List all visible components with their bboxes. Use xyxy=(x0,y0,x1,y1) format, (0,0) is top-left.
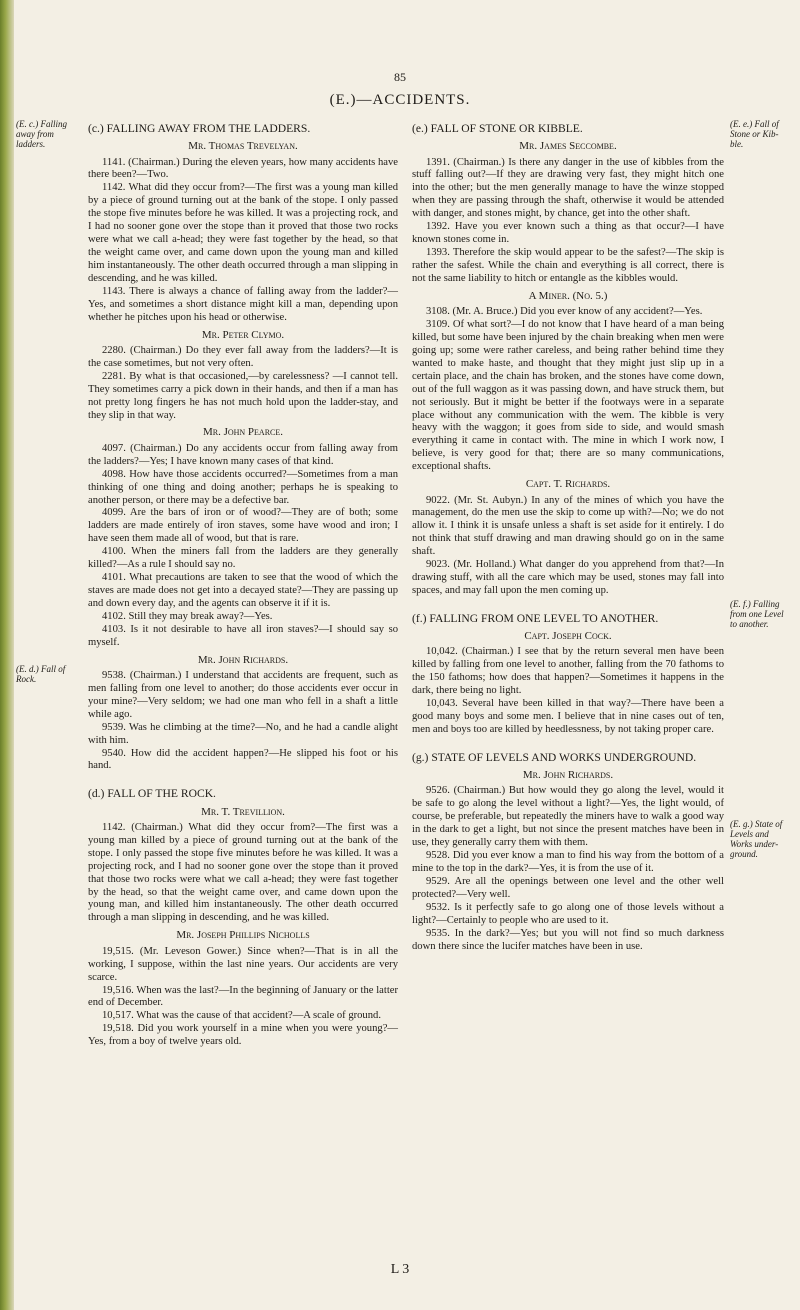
witness-name: Capt. T. Richards. xyxy=(525,478,611,491)
testimony-paragraph: 1391. (Chairman.) Is there any danger in the use of kibbles from the stuff falling out?—If they are drawing very fast, they might hitch one into the other; but the men generally manage to have the winze stopped when they are passing through the shaft, otherwise it would be attended with danger, and stones might, by chance, get into the other shaft. xyxy=(412,156,724,220)
testimony-paragraph: 1141. (Chairman.) During the eleven years, how many accidents have there been?—Two. xyxy=(88,156,398,181)
testimony-paragraph: 19,515. (Mr. Leveson Gower.) Since when?—That is in all the working, I suppose, within the last nine years. Our accidents are very scarce. xyxy=(88,945,398,983)
testimony-paragraph: 10,042. (Chairman.) I see that by the return several men have been killed by falling from one level to another, falling from the 70 fathoms to the 150 fathoms; how does that happen?—Sometimes it happens in the dark, there being no light. xyxy=(412,646,724,697)
margin-note-state-of-levels: (E. g.) State of Levels and Works under- ground. xyxy=(730,819,783,859)
witness-name: Mr. Thomas Trevelyan. xyxy=(188,140,298,153)
testimony-paragraph: 9540. How did the accident happen?—He slipped his foot or his hand. xyxy=(88,747,398,772)
testimony-paragraph: 9526. (Chairman.) But how would they go along the level, would it be safe to go along the level without a light?—Yes, the light would, of course, be preferable, but repeatedly the miners have to walk a good way in the dark to get a light, but not since the present matches have been in use, they generally carry them with them. xyxy=(412,785,724,849)
testimony-paragraph: 4101. What precautions are taken to see that the wood of which the staves are made does not get into a decayed state?—They are passing up and down every day, and the agents can observe it if it is. xyxy=(88,572,398,609)
testimony-paragraph: 9528. Did you ever know a man to find his way from the bottom of a mine to the top in the dark?—Yes, it is from the use of it. xyxy=(412,850,724,875)
witness-name: Capt. Joseph Cock. xyxy=(524,630,612,643)
testimony-paragraph: 19,518. Did you work yourself in a mine when you were young?—Yes, from a boy of twelve years old. xyxy=(88,1023,398,1048)
margin-note-falling-level: (E. f.) Falling from one Level to another. xyxy=(730,599,784,629)
testimony-paragraph: 1393. Therefore the skip would appear to be the safest?—The skip is rather the safest. While the chain and everything is all correct, there is not the same liability to hitch or entangle as the kibbles would. xyxy=(412,247,724,284)
testimony-paragraph: 3108. (Mr. A. Bruce.) Did you ever know of any accident?—Yes. xyxy=(426,306,703,318)
testimony-paragraph: 4099. Are the bars of iron or of wood?—They are of both; some ladders are made entirely of iron staves, some have wood and iron; I have seen them made all of wood, but that is rare. xyxy=(88,507,398,545)
testimony-paragraph: 9539. Was he climbing at the time?—No, and he had a candle alight with him. xyxy=(88,721,398,746)
testimony-paragraph: 1392. Have you ever known such a thing as that occur?—I have known stones come in. xyxy=(412,221,724,246)
testimony-paragraph: 10,517. What was the cause of that accident?—A scale of ground. xyxy=(102,1010,381,1022)
testimony-paragraph: 9535. In the dark?—Yes; but you will not find so much darkness down there since the lucifer matches have been in use. xyxy=(412,927,724,952)
left-column xyxy=(88,122,398,1049)
margin-note-fall-of-rock: (E. d.) Fall of Rock. xyxy=(16,664,66,684)
witness-name: Mr. John Pearce. xyxy=(202,426,284,439)
section-heading: (e.) FALL OF STONE OR KIBBLE. xyxy=(412,122,583,135)
witness-name: Mr. Joseph Phillips Nicholls xyxy=(176,929,310,942)
testimony-paragraph: 9022. (Mr. St. Aubyn.) In any of the mines of which you have the management, do the men use the skip to come up with?—No; we do not allow it. I think it is unsafe unless a shaft is set aside for it entirely. I do not think that stuff drawing and man drawing should go on in the same shaft. xyxy=(412,494,724,558)
testimony-paragraph: 4097. (Chairman.) Do any accidents occur from falling away from the ladders?—Yes; I have known many cases of that kind. xyxy=(88,442,398,467)
testimony-paragraph: 4103. Is it not desirable to have all iron staves?—I should say so myself. xyxy=(88,623,398,648)
testimony-paragraph: 4102. Still they may break away?—Yes. xyxy=(102,610,273,622)
right-column xyxy=(412,122,724,953)
testimony-paragraph: 1142. What did they occur from?—The first was a young man killed by a piece of ground turning out at the bank of the stope. I only passed the stope five minutes before he was killed. It was a projecting rock, and I had no sooner gone over the stope than it proved that those two rocks were what we call a-head; they were fast together by the head, so that the weight came over, and came down upon the young man and killed him instantaneously. The other death occurred through a man slipping in descending, and he was killed. xyxy=(88,182,398,284)
running-head: (E.)—ACCIDENTS. xyxy=(329,92,471,108)
witness-name: A Miner. (No. 5.) xyxy=(528,289,608,302)
testimony-paragraph: 4098. How have those accidents occurred?—Sometimes from a man thinking of one thing and doing another; perhaps he is speaking to another person, or there may be a defective bar. xyxy=(88,468,398,506)
page-edge xyxy=(0,0,14,1310)
witness-name: Mr. Peter Clymo. xyxy=(201,328,285,341)
testimony-paragraph: 4100. When the miners fall from the ladders are they generally killed?—As a rule I should say no. xyxy=(88,546,398,571)
testimony-paragraph: 9023. (Mr. Holland.) What danger do you apprehend from that?—In drawing stuff, with all the care which may be used, stones may fall into spaces, and may fall upon the men coming up. xyxy=(412,559,724,597)
testimony-paragraph: 1143. There is always a chance of falling away from the ladder?—Yes, and sometimes a short distance might kill a man, depending upon whether he pitches upon his head or otherwise. xyxy=(88,285,398,323)
testimony-paragraph: 10,043. Several have been killed in that way?—There have been a good many boys and some men. I believe that in nine cases out of ten, men and boys too are killed by heedlessness, by not taking proper care. xyxy=(412,698,724,736)
section-heading: (d.) FALL OF THE ROCK. xyxy=(88,787,216,801)
margin-note-fall-of-stone: (E. e.) Fall of Stone or Kib- ble. xyxy=(730,119,779,149)
witness-name: Mr. John Richards. xyxy=(522,769,614,782)
testimony-paragraph: 9538. (Chairman.) I understand that accidents are frequent, such as men falling from one level to another; do those accidents ever occur in your mine?—Very seldom; we had one man who fell in a shaft a little while ago. xyxy=(88,670,398,720)
witness-name: Mr. T. Trevillion. xyxy=(201,805,285,818)
footer-signature: L 3 xyxy=(390,1262,410,1277)
testimony-paragraph: 3109. Of what sort?—I do not know that I have heard of a man being killed, but some have been injured by the chain breaking when men were going up; some were rather careless, and being rather behind time they wanted to make haste, and thought that they might just slip up in a certain place, and the chain has broken, and the stones have come down, out of the full waggon as it was passing down, and have struck them, but not seriously. But it might be better if the footways were in a separate place without any communication with the wem. The kibble is very heavy with the waggon; it goes from side to side, and would smash everything it came in contact with. The mine in which I work now, I believe, is very good for that; there are so many communications, exceptional shafts. xyxy=(412,319,724,473)
testimony-paragraph: 2280. (Chairman.) Do they ever fall away from the ladders?—It is the case sometimes, but not very often. xyxy=(88,344,398,369)
testimony-paragraph: 1142. (Chairman.) What did they occur from?—The first was a young man killed by a piece of ground turning out at the bank of the stope. I only passed the stope five minutes before he was killed. It was a projecting rock, and I had no sooner gone over the stope than it proved that those two rocks were what we call a-head; they were fast together by the head, so that the weight came over, and came down upon the young man, and killed him instantaneously. The other death occurred through a man slipping in descending, and he was killed. xyxy=(88,821,398,924)
margin-note-falling-ladders: (E. c.) Falling away from ladders. xyxy=(16,119,67,149)
section-heading: (f.) FALLING FROM ONE LEVEL TO ANOTHER. xyxy=(412,611,659,625)
section-heading: (g.) STATE OF LEVELS AND WORKS UNDERGROUND. xyxy=(412,750,697,764)
testimony-paragraph: 9529. Are all the openings between one level and the other well protected?—Very well. xyxy=(412,875,724,900)
testimony-paragraph: 19,516. When was the last?—In the beginning of January or the latter end of December. xyxy=(88,984,398,1009)
page-number: 85 xyxy=(394,70,406,84)
testimony-paragraph: 2281. By what is that occasioned,—by carelessness? —I cannot tell. They sometimes carry a pick down in their hands, and then if a man has not pretty long fingers he has not much hold upon the ladder-stay, and they slip in that way. xyxy=(88,370,398,421)
witness-name: Mr. James Seccombe. xyxy=(519,140,617,153)
testimony-paragraph: 9532. Is it perfectly safe to go along one of those levels without a light?—Certainly to people who are used to it. xyxy=(412,901,724,926)
witness-name: Mr. John Richards. xyxy=(197,653,289,666)
section-heading: (c.) FALLING AWAY FROM THE LADDERS. xyxy=(88,122,311,135)
